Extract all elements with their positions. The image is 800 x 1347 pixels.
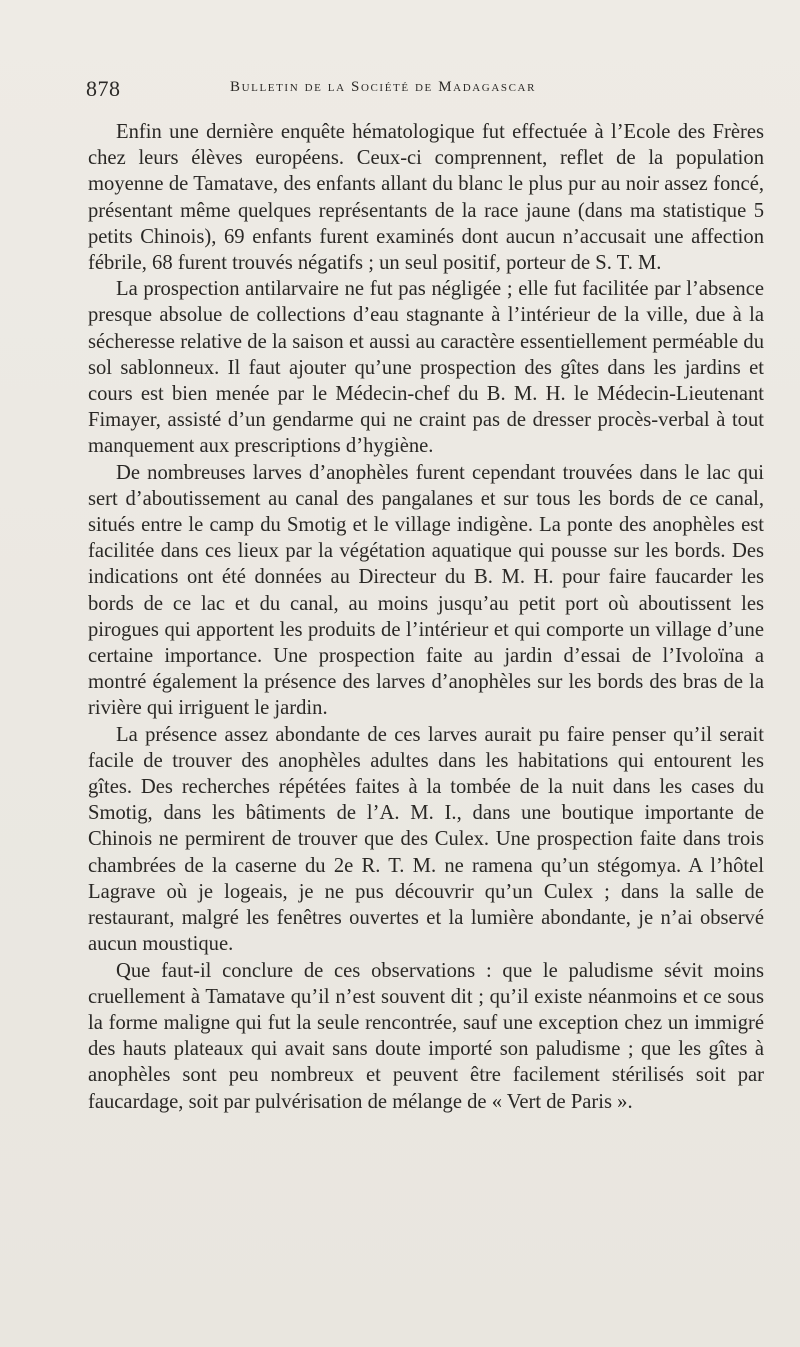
paragraph-conclusion: Que faut-il conclure de ces observations : que le paludisme sévit moins cruellement à Tamatave qu’il n’est souvent dit ; qu’il existe néanmoins et ce sous la forme maligne qui fut la seule rencontrée, sauf une exception chez un immigré des hauts plateaux qui avait sans doute importé son paludisme ; que les gîtes à anophèles sont peu nombreux et peuvent être facilement stérilisés soit par faucardage, soit par pulvérisation de mélange de « Vert de Paris ». [88,959,764,1113]
running-head [86,76,766,104]
page-number: 878 [86,76,121,101]
body-text [88,119,764,1115]
paragraph-anopheles-larvae: De nombreuses larves d’anophèles furent cependant trouvées dans le lac qui sert d’aboutissement au canal des pangalanes et sur tous les bords de ce canal, situés entre le camp du Smotig et le village indigène. La ponte des anophèles est facilitée dans ces lieux par la végétation aquatique qui pousse sur les bords. Des indications ont été données au Directeur du B. M. H. pour faire faucarder les bords de ce lac et du canal, au moins jusqu’au petit port où aboutissent les pirogues qui apportent les produits de l’intérieur et qui comporte un village d’une certaine importance. Une prospection faite au jardin d’essai de l’Ivoloïna a montré également la présence des larves d’anophèles sur les bords des bras de la rivière qui irriguent le jardin. [88,461,764,720]
paragraph-adult-search: La présence assez abondante de ces larves aurait pu faire penser qu’il serait facile de trouver des anophèles adultes dans les habitations qui entourent les gîtes. Des recherches répétées faites à la tombée de la nuit dans les cases du Smotig, dans les bâtiments de l’A. M. I., dans une boutique importante de Chinois ne permirent de trouver que des Culex. Une prospection faite dans trois chambrées de la caserne du 2e R. T. M. ne ramena qu’un stégomya. A l’hôtel Lagrave où je logeais, je ne pus découvrir qu’un Culex ; dans la salle de restaurant, malgré les fenêtres ouvertes et la lumière abondante, je n’ai observé aucun moustique. [88,723,764,956]
paragraph-antilarval-prospection: La prospection antilarvaire ne fut pas négligée ; elle fut facilitée par l’absence presque absolue de collections d’eau stagnante à l’intérieur de la ville, due à la sécheresse relative de la saison et aussi au caractère essentiellement perméable du sol sablonneux. Il faut ajouter qu’une prospection des gîtes dans les jardins et cours est bien menée par le Médecin-chef du B. M. H. le Médecin-Lieutenant Fimayer, assisté d’un gendarme qui ne craint pas de dresser procès-verbal à tout manquement aux prescriptions d’hygiène. [88,278,764,458]
running-title: Bulletin de la Société de Madagascar [230,79,537,95]
paragraph-hematology-survey: Enfin une dernière enquête hématologique fut effectuée à l’Ecole des Frères chez leurs élèves européens. Ceux-ci comprennent, reflet de la population moyenne de Tamatave, des enfants allant du blanc le plus pur au noir assez foncé, présentant même quelques représentants de la race jaune (dans ma statistique 5 petits Chinois), 69 enfants furent examinés dont aucun n’accusait une affection fébrile, 68 furent trouvés négatifs ; un seul positif, porteur de S. T. M. [88,121,764,275]
